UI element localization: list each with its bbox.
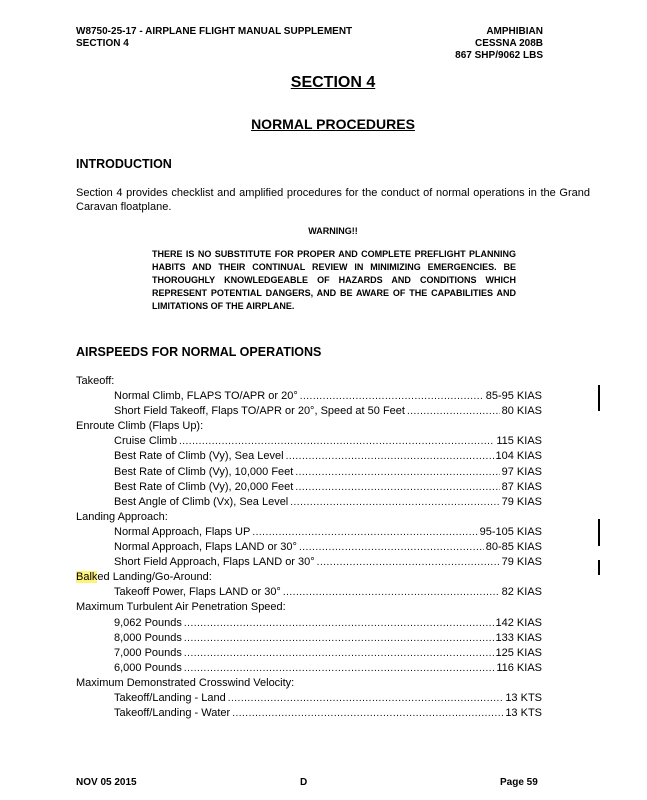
- airspeed-value: 82 KIAS: [501, 586, 542, 599]
- airspeed-label: Takeoff/Landing - Water: [114, 707, 231, 720]
- dot-leader: [184, 661, 494, 676]
- document-id: W8750-25-17 - AIRPLANE FLIGHT MANUAL SUPPLEMENT: [76, 26, 353, 37]
- airspeed-label: Takeoff Power, Flaps LAND or 30°: [114, 586, 281, 599]
- airspeed-entry: [76, 661, 542, 676]
- highlighted-text: Balk: [76, 571, 98, 584]
- airspeed-category-label: Maximum Turbulent Air Penetration Speed:: [76, 601, 286, 614]
- airspeed-value: 80 KIAS: [501, 405, 542, 418]
- dot-leader: [184, 646, 494, 661]
- airspeed-label: Normal Approach, Flaps UP: [114, 525, 251, 538]
- airspeed-entry: [76, 389, 542, 404]
- airspeed-entry: [76, 616, 542, 631]
- airspeed-label: Best Rate of Climb (Vy), Sea Level: [114, 450, 284, 463]
- warning-title: WARNING!!: [308, 226, 358, 236]
- airspeed-label: 7,000 Pounds: [114, 646, 182, 659]
- airspeed-label: Normal Climb, FLAPS TO/APR or 20°: [114, 390, 298, 403]
- airspeed-value: 125 KIAS: [495, 646, 542, 659]
- airspeed-value: 104 KIAS: [495, 450, 542, 463]
- airspeed-category: [76, 570, 542, 585]
- airspeed-label: 8,000 Pounds: [114, 631, 182, 644]
- airspeed-value: 80-85 KIAS: [485, 541, 542, 554]
- airspeed-value: 115 KIAS: [496, 435, 542, 448]
- dot-leader: [184, 631, 494, 646]
- aircraft-model: CESSNA 208B: [475, 38, 543, 49]
- airspeed-label: Cruise Climb: [114, 435, 177, 448]
- airspeed-value: 95-105 KIAS: [479, 525, 542, 538]
- footer-revision: D: [300, 777, 308, 788]
- dot-leader: [252, 525, 477, 540]
- footer-page-number: Page 59: [500, 777, 538, 788]
- dot-leader: [300, 389, 484, 404]
- dot-leader: [286, 449, 494, 464]
- airspeed-label: Takeoff/Landing - Land: [114, 691, 226, 704]
- airspeed-value: 142 KIAS: [495, 616, 542, 629]
- section-title: SECTION 4: [290, 74, 376, 91]
- airspeed-label: Best Rate of Climb (Vy), 20,000 Feet: [114, 480, 294, 493]
- airspeed-value: 13 KTS: [505, 707, 542, 720]
- airspeed-label: 6,000 Pounds: [114, 661, 182, 674]
- airspeed-label: 9,062 Pounds: [114, 616, 182, 629]
- dot-leader: [184, 616, 494, 631]
- airspeed-entry: [76, 480, 542, 495]
- footer-date: NOV 05 2015: [76, 777, 137, 788]
- airspeed-entry: [76, 434, 542, 449]
- airspeed-value: 13 KTS: [505, 691, 542, 704]
- dot-leader: [299, 540, 484, 555]
- airspeed-entry: [76, 465, 542, 480]
- airspeed-entry: [76, 540, 542, 555]
- aircraft-type: AMPHIBIAN: [486, 26, 543, 37]
- airspeed-category-label: Enroute Climb (Flaps Up):: [76, 420, 204, 433]
- airspeed-entry: [76, 691, 542, 706]
- header-right: [455, 26, 543, 62]
- airspeeds-list: [76, 374, 542, 721]
- airspeed-category-label: Takeoff:: [76, 375, 115, 387]
- dot-leader: [407, 404, 500, 419]
- airspeed-entry: [76, 404, 542, 419]
- header-section: SECTION 4: [76, 38, 129, 49]
- header-left: [76, 26, 352, 50]
- airspeed-label: Best Rate of Climb (Vy), 10,000 Feet: [114, 465, 294, 478]
- airspeeds-heading: AIRSPEEDS FOR NORMAL OPERATIONS: [76, 345, 322, 359]
- dot-leader: [295, 465, 499, 480]
- revision-bar: [598, 385, 600, 411]
- airspeed-category: [76, 510, 542, 525]
- airspeed-label: Normal Approach, Flaps LAND or 30°: [114, 541, 297, 554]
- airspeed-label: Short Field Approach, Flaps LAND or 30°: [114, 556, 315, 569]
- dot-leader: [295, 480, 499, 495]
- page-subtitle: NORMAL PROCEDURES: [251, 116, 415, 132]
- aircraft-spec: 867 SHP/9062 LBS: [455, 50, 543, 61]
- introduction-heading: INTRODUCTION: [76, 157, 172, 171]
- airspeed-value: 79 KIAS: [501, 556, 542, 569]
- revision-bar: [598, 519, 600, 546]
- airspeed-entry: [76, 706, 542, 721]
- airspeed-entry: [76, 525, 542, 540]
- dot-leader: [317, 555, 500, 570]
- airspeed-entry: [76, 449, 542, 464]
- dot-leader: [232, 706, 503, 721]
- airspeed-value: 97 KIAS: [501, 465, 542, 478]
- airspeed-entry: [76, 495, 542, 510]
- airspeed-value: 116 KIAS: [496, 661, 542, 674]
- airspeed-category-label: ed Landing/Go-Around:: [97, 571, 212, 584]
- airspeed-entry: [76, 646, 542, 661]
- airspeed-category-label: Maximum Demonstrated Crosswind Velocity:: [76, 676, 295, 689]
- airspeed-category: [76, 600, 542, 615]
- airspeed-entry: [76, 585, 542, 600]
- airspeed-label: Best Angle of Climb (Vx), Sea Level: [114, 495, 289, 508]
- airspeed-category: [76, 419, 542, 434]
- airspeed-category: [76, 676, 542, 691]
- airspeed-entry: [76, 555, 542, 570]
- airspeed-label: Short Field Takeoff, Flaps TO/APR or 20°, Speed at 50 Feet: [114, 405, 405, 418]
- dot-leader: [228, 691, 504, 706]
- airspeed-value: 133 KIAS: [495, 631, 542, 644]
- airspeed-category: [76, 374, 542, 389]
- dot-leader: [290, 495, 499, 510]
- revision-bar: [598, 560, 600, 575]
- airspeed-value: 79 KIAS: [501, 495, 542, 508]
- dot-leader: [283, 585, 500, 600]
- warning-text: THERE IS NO SUBSTITUTE FOR PROPER AND COMPLETE PREFLIGHT PLANNING HABITS AND THEIR CONTINUAL REVIEW IN MINIMIZING EMERGENCIES. BE THOROUGHLY KNOWLEDGEABLE OF HAZARDS AND CONDITIONS WHICH REPRESENT POTENTIAL DANGERS, AND BE AWARE OF THE CAPABILITIES AND LIMITATIONS OF THE AIRPLANE.: [152, 249, 516, 311]
- airspeed-value: 87 KIAS: [501, 480, 542, 493]
- introduction-text: Section 4 provides checklist and amplified procedures for the conduct of normal operations in the Grand Caravan floatplane.: [76, 187, 590, 213]
- airspeed-value: 85-95 KIAS: [485, 390, 542, 403]
- dot-leader: [179, 434, 494, 449]
- airspeed-category-label: Landing Approach:: [76, 510, 168, 523]
- airspeed-entry: [76, 631, 542, 646]
